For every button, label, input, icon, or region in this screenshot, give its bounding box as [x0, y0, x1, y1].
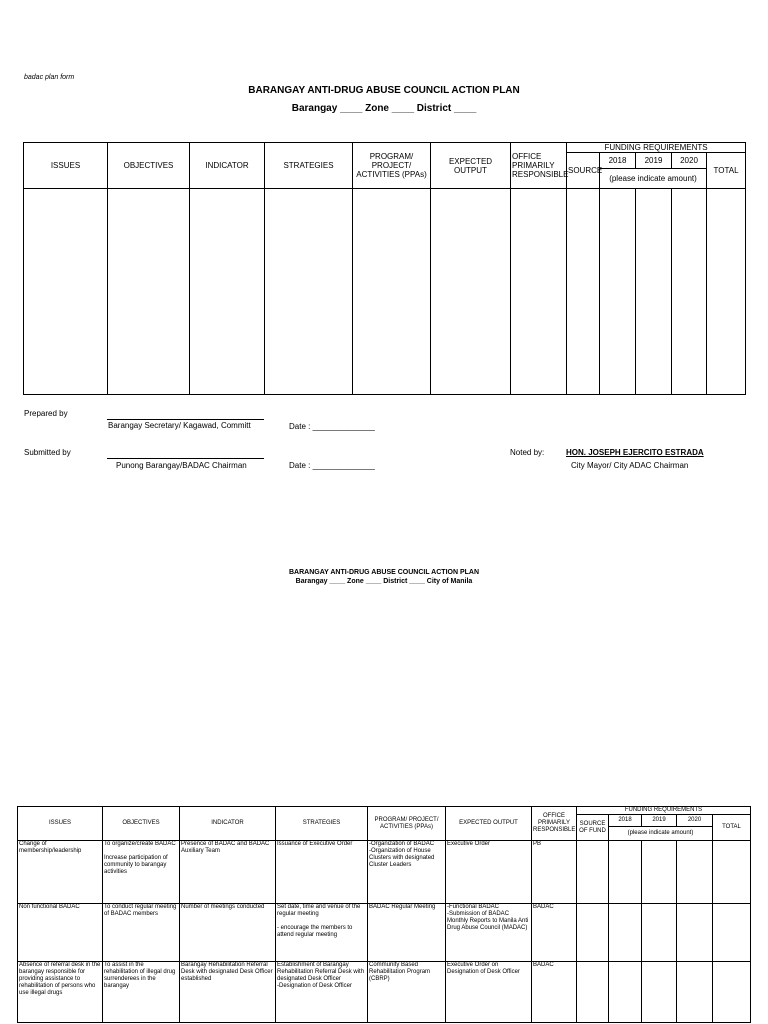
table-row: [18, 841, 751, 904]
date-field: Date : ______________: [289, 461, 375, 470]
cell-objectives: To organize/create BADAC Increase participation of community to barangay activities: [103, 841, 180, 904]
action-plan-table-blank: [23, 142, 746, 395]
cell-output: Executive Order: [446, 841, 532, 904]
header-ppas: PROGRAM/ PROJECT/ ACTIVITIES (PPAs): [353, 143, 431, 189]
mayor-role: City Mayor/ City ADAC Chairman: [571, 461, 689, 470]
cell-strategies: Establishment of Barangay Rehabilitation Referral Desk with designated Desk Officer -Designation of Desk Officer: [276, 962, 368, 1023]
cell-ppas: Community Based Rehabilitation Program (CBRP): [368, 962, 446, 1023]
blank-cell: [713, 841, 751, 904]
cell-issues: Non functional BADAC: [18, 904, 103, 962]
header-objectives: OBJECTIVES: [108, 143, 190, 189]
header-2020: 2020: [677, 815, 713, 827]
cell-strategies: Issuance of Executive Order: [276, 841, 368, 904]
header-2019: 2019: [642, 815, 677, 827]
blank-cell: [567, 189, 600, 395]
blank-cell: [600, 189, 636, 395]
signature-line: [107, 458, 264, 459]
blank-cell: [265, 189, 353, 395]
blank-cell: [511, 189, 567, 395]
blank-cell: [577, 962, 609, 1023]
page2-subtitle: Barangay ____ Zone ____ District ____ City of Manila: [295, 578, 473, 585]
header-objectives: OBJECTIVES: [103, 807, 180, 841]
signature-line: [107, 419, 264, 420]
blank-cell: [642, 841, 677, 904]
blank-cell: [609, 904, 642, 962]
table-row: [18, 962, 751, 1023]
date-field: Date : ______________: [289, 422, 375, 431]
blank-cell: [713, 962, 751, 1023]
header-ppas: PROGRAM/ PROJECT/ ACTIVITIES (PPAs): [368, 807, 446, 841]
header-source: SOURCE: [567, 153, 600, 189]
header-2018: 2018: [600, 153, 636, 169]
header-issues: ISSUES: [24, 143, 108, 189]
blank-cell: [672, 189, 707, 395]
page-subtitle: Barangay ____ Zone ____ District ____: [291, 103, 477, 114]
prepared-by-label: Prepared by: [24, 409, 68, 418]
action-plan-table-filled: [17, 806, 751, 1023]
header-source: SOURCE OF FUND: [577, 815, 609, 841]
blank-cell: [677, 962, 713, 1023]
prepared-by-role: Barangay Secretary/ Kagawad, Committ: [108, 421, 251, 430]
header-total: TOTAL: [707, 153, 746, 189]
header-2018: 2018: [609, 815, 642, 827]
page-title: BARANGAY ANTI-DRUG ABUSE COUNCIL ACTION PLAN: [248, 85, 520, 96]
form-tag: badac plan form: [24, 74, 75, 81]
blank-cell: [609, 841, 642, 904]
header-indicator: INDICATOR: [190, 143, 265, 189]
blank-cell: [577, 904, 609, 962]
blank-cell: [24, 189, 108, 395]
header-issues: ISSUES: [18, 807, 103, 841]
blank-cell: [190, 189, 265, 395]
cell-indicator: Number of meetings conducted: [180, 904, 276, 962]
cell-output: -Functional BADAC -Submission of BADAC Monthly Reports to Manila Anti Drug Abuse Council (MADAC): [446, 904, 532, 962]
cell-indicator: Barangay Rehabilitation Referral Desk with designated Desk Officer established: [180, 962, 276, 1023]
cell-indicator: Presence of BADAC and BADAC Auxiliary Team: [180, 841, 276, 904]
blank-cell: [577, 841, 609, 904]
cell-objectives: To conduct regular meeting of BADAC members: [103, 904, 180, 962]
cell-objectives: To assist in the rehabilitation of illegal drug surrenderees in the barangay: [103, 962, 180, 1023]
submitted-by-role: Punong Barangay/BADAC Chairman: [116, 461, 247, 470]
blank-cell: [353, 189, 431, 395]
header-2019: 2019: [636, 153, 672, 169]
blank-cell: [677, 904, 713, 962]
blank-cell: [713, 904, 751, 962]
cell-issues: Absence of referral desk in the barangay responsible for providing assistance to rehabilitation of persons who use illegal drugs: [18, 962, 103, 1023]
cell-output: Executive Order on Designation of Desk Officer: [446, 962, 532, 1023]
blank-cell: [642, 904, 677, 962]
blank-cell: [642, 962, 677, 1023]
header-total: TOTAL: [713, 815, 751, 841]
mayor-name: HON. JOSEPH EJERCITO ESTRADA: [566, 448, 704, 457]
header-funding: FUNDING REQUIREMENTS: [577, 807, 751, 815]
header-note: (please indicate amount): [609, 827, 713, 841]
blank-cell: [636, 189, 672, 395]
blank-cell: [108, 189, 190, 395]
header-indicator: INDICATOR: [180, 807, 276, 841]
header-office: OFFICE PRIMARILY RESPONSIBLE: [532, 807, 577, 841]
submitted-by-label: Submitted by: [24, 448, 71, 457]
noted-by-label: Noted by:: [510, 448, 545, 457]
blank-cell: [677, 841, 713, 904]
header-note: (please indicate amount): [600, 169, 707, 189]
header-2020: 2020: [672, 153, 707, 169]
cell-ppas: BADAC Regular Meeting: [368, 904, 446, 962]
blank-cell: [431, 189, 511, 395]
header-strategies: STRATEGIES: [265, 143, 353, 189]
header-expected-output: EXPECTED OUTPUT: [431, 143, 511, 189]
cell-strategies: Set date, time and venue of the regular meeting - encourage the members to attend regular meeting: [276, 904, 368, 962]
cell-office: BADAC: [532, 962, 577, 1023]
blank-cell: [609, 962, 642, 1023]
cell-office: PB: [532, 841, 577, 904]
header-funding: FUNDING REQUIREMENTS: [567, 143, 746, 153]
cell-issues: Change of membership/leadership: [18, 841, 103, 904]
cell-ppas: -Organization of BADAC -Organization of House Clusters with designated Cluster Leaders: [368, 841, 446, 904]
page2-title: BARANGAY ANTI-DRUG ABUSE COUNCIL ACTION PLAN: [288, 569, 480, 576]
header-strategies: STRATEGIES: [276, 807, 368, 841]
header-office: OFFICE PRIMARILY RESPONSIBLE: [511, 143, 567, 189]
blank-cell: [707, 189, 746, 395]
header-expected-output: EXPECTED OUTPUT: [446, 807, 532, 841]
cell-office: BADAC: [532, 904, 577, 962]
table-row: [18, 904, 751, 962]
